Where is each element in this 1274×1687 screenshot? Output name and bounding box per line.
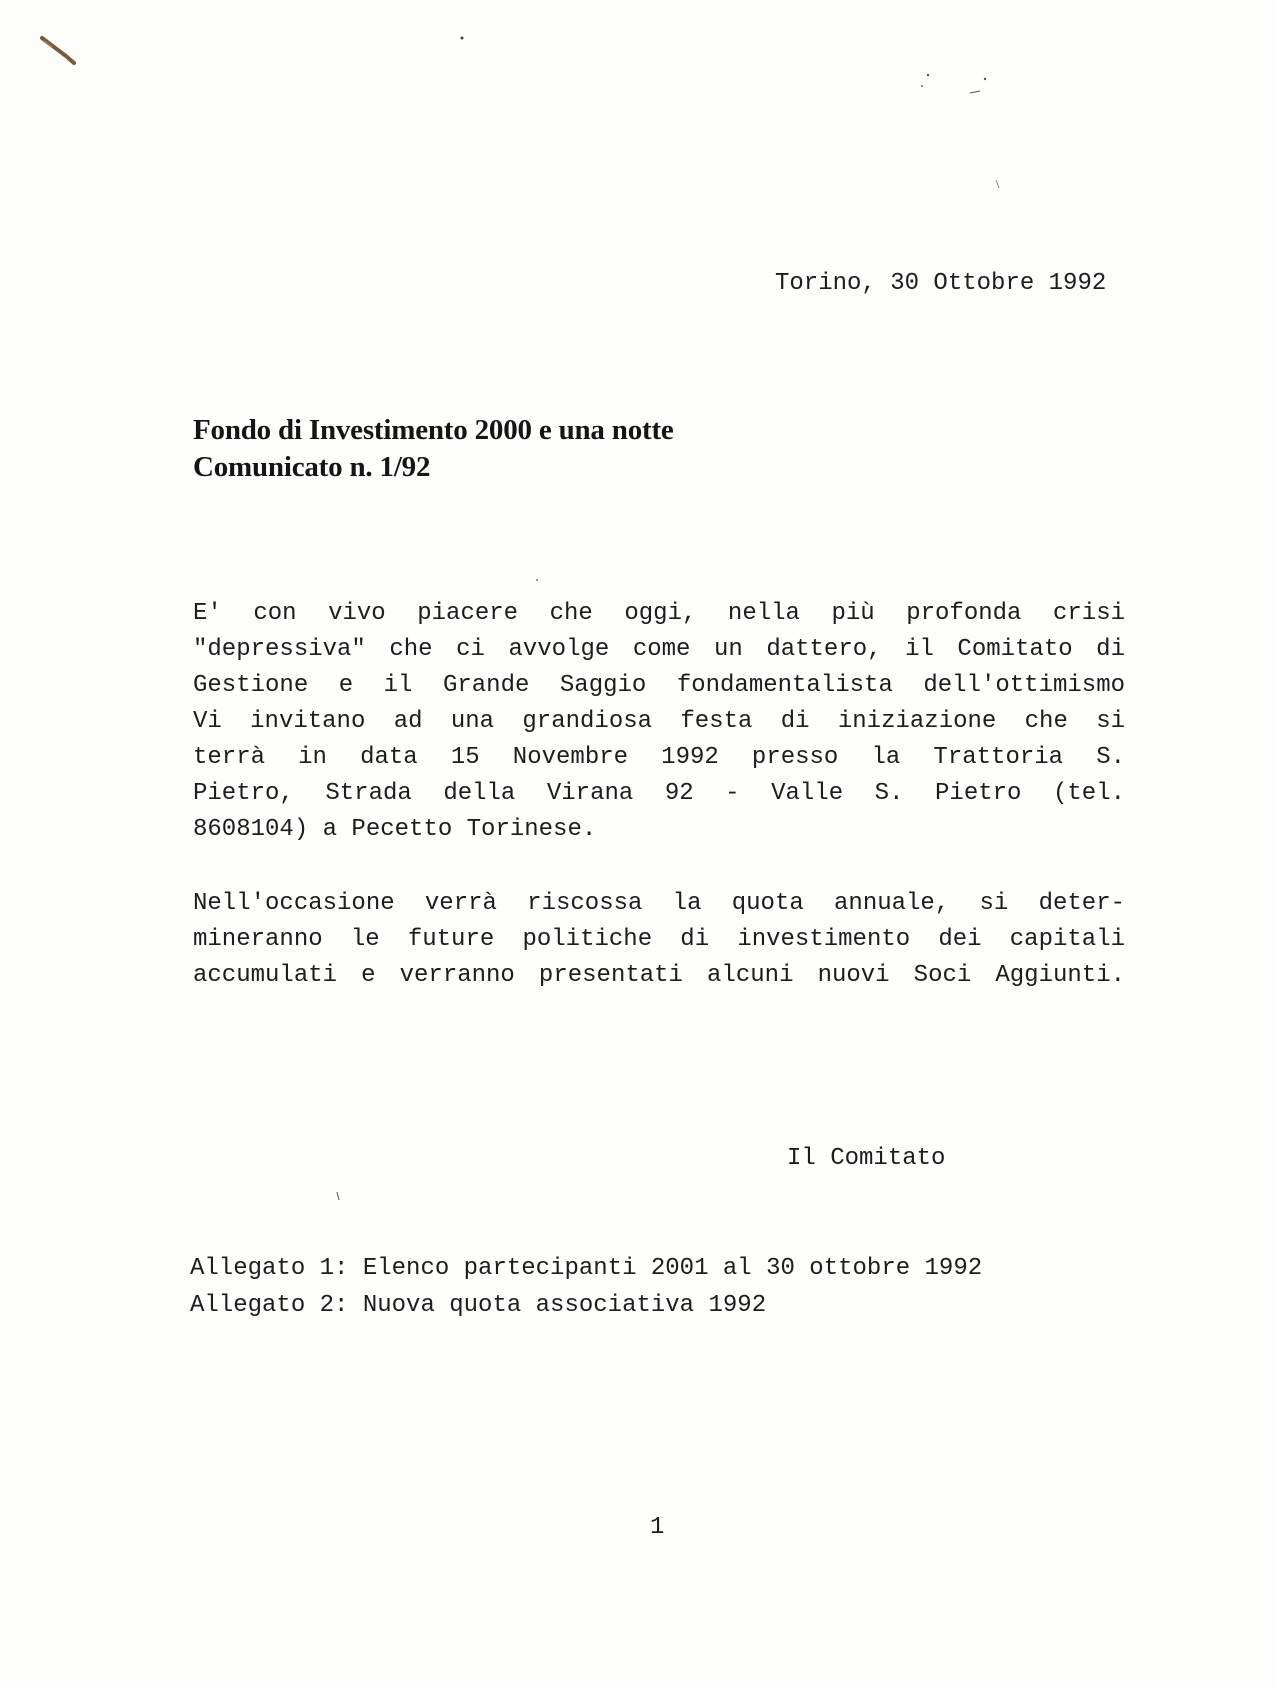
body-paragraph-2 — [193, 886, 1125, 994]
paragraph-line: Vi invitano ad una grandiosa festa di iniziazione che si — [193, 708, 1125, 735]
attachments-list — [190, 1250, 982, 1324]
heading-subtitle: Comunicato n. 1/92 — [193, 451, 431, 483]
paragraph-line: 8608104) a Pecetto Torinese. — [193, 816, 597, 843]
body-paragraph-1 — [193, 596, 1125, 848]
paragraph-line: mineranno le future politiche di investimento dei capitali — [193, 926, 1125, 953]
paragraph-line: E' con vivo piacere che oggi, nella più profonda crisi — [193, 600, 1125, 627]
paragraph-line: Gestione e il Grande Saggio fondamentalista dell'ottimismo — [193, 672, 1125, 699]
attachment-item: Allegato 2: Nuova quota associativa 1992 — [190, 1292, 767, 1319]
signature: Il Comitato — [787, 1145, 946, 1172]
heading-title: Fondo di Investimento 2000 e una notte — [193, 414, 674, 446]
paragraph-line: Pietro, Strada della Virana 92 - Valle S. Pietro (tel. — [193, 780, 1125, 807]
attachment-item: Allegato 1: Elenco partecipanti 2001 al 30 ottobre 1992 — [190, 1255, 983, 1282]
letter-heading — [193, 412, 674, 486]
staple-mark-icon — [42, 38, 74, 63]
paragraph-line: terrà in data 15 Novembre 1992 presso la Trattoria S. — [193, 744, 1125, 771]
letter-date: Torino, 30 Ottobre 1992 — [775, 270, 1107, 297]
paragraph-line: Nell'occasione verrà riscossa la quota annuale, si deter- — [193, 890, 1125, 917]
page-number: 1 — [650, 1514, 665, 1541]
paragraph-line: accumulati e verranno presentati alcuni nuovi Soci Aggiunti. — [193, 962, 1125, 989]
paragraph-line: "depressiva" che ci avvolge come un dattero, il Comitato di — [193, 636, 1125, 663]
